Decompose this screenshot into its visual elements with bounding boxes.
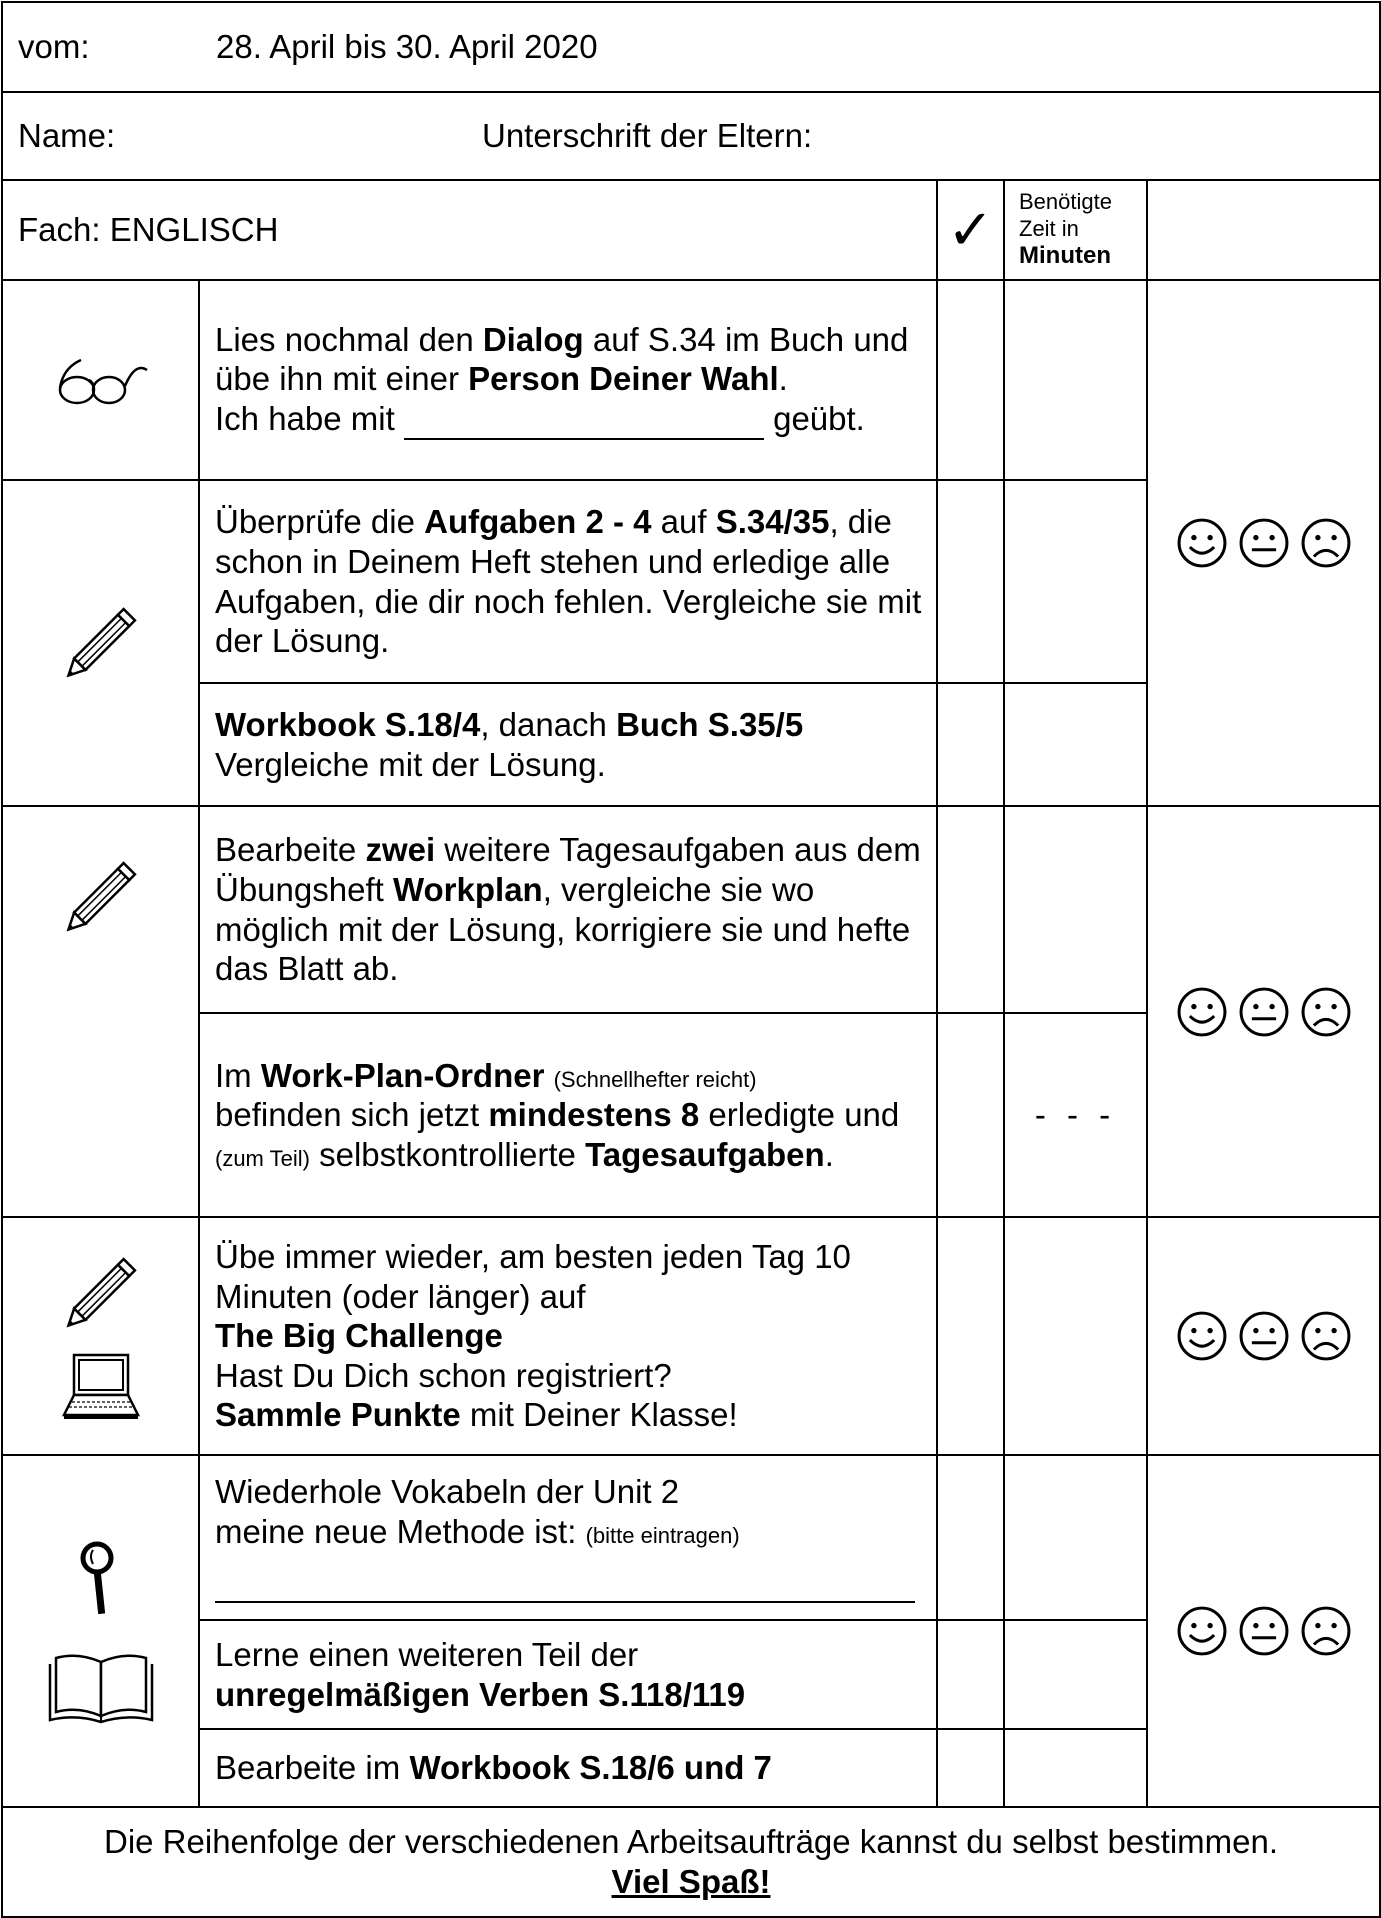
- task-text-part: .: [778, 360, 788, 398]
- minutes-cell[interactable]: [1004, 1455, 1147, 1620]
- task-text-bold: zwei: [365, 831, 436, 869]
- book-icon: [46, 1648, 156, 1728]
- partner-blank[interactable]: [404, 399, 764, 441]
- task-text-part: Wiederhole Vokabeln der Unit 2: [215, 1473, 680, 1511]
- evaluation-cell: [1147, 1217, 1380, 1455]
- task-text: [199, 1620, 937, 1729]
- check-header: [937, 180, 1004, 280]
- task-text: [199, 280, 937, 480]
- minutes-header-line-2: Zeit in: [1019, 215, 1079, 241]
- task-text-bold: Dialog: [482, 320, 584, 358]
- smiley-neutral-icon[interactable]: [1237, 985, 1291, 1039]
- task-text-part: auf: [651, 503, 716, 541]
- task-text-bold: The Big Challenge: [215, 1317, 503, 1355]
- smiley-happy-icon[interactable]: [1175, 1604, 1229, 1658]
- minutes-cell: [1004, 1013, 1147, 1217]
- task-text-part: auf S.34 im Buch und übe ihn mit einer: [215, 320, 909, 398]
- task-text-bold: Work-Plan-Ordner: [260, 1056, 545, 1094]
- date-row: [2, 2, 1380, 92]
- task-text-part: meine neue Methode ist:: [215, 1512, 586, 1550]
- minutes-header-line-1: Benötigte: [1019, 189, 1112, 215]
- task-text-part: mit Deiner Klasse!: [460, 1396, 738, 1434]
- task-text-bold: Workplan: [392, 870, 543, 908]
- minutes-header: [1004, 180, 1147, 280]
- minutes-header-line-3: Minuten: [1019, 241, 1111, 269]
- check-cell[interactable]: [937, 1013, 1004, 1217]
- task-text-bold: S.34/35: [715, 503, 830, 541]
- magnifier-book-icon-cell: [2, 1455, 199, 1807]
- glasses-icon-cell: [2, 280, 199, 480]
- task-text: [199, 683, 937, 806]
- evaluation-cell: [1147, 1455, 1380, 1807]
- minutes-cell[interactable]: [1004, 480, 1147, 683]
- task-text: [199, 806, 937, 1013]
- task-text-part: geübt.: [763, 399, 865, 437]
- task-text-part: selbstkontrollierte: [309, 1135, 586, 1173]
- evaluation-header: [1147, 180, 1380, 280]
- name-label: Name:: [18, 117, 116, 155]
- name-row: [2, 92, 1380, 180]
- task-text-part: Lerne einen weiteren Teil der: [215, 1635, 639, 1673]
- task-text-part: Übe immer wieder, am besten jeden Tag 10 Minuten (oder länger) auf: [215, 1238, 851, 1315]
- task-row: [2, 1455, 1380, 1620]
- minutes-cell[interactable]: [1004, 1217, 1147, 1455]
- task-text-part: , danach: [480, 705, 617, 743]
- smiley-sad-icon[interactable]: [1299, 985, 1353, 1039]
- task-text-bold: Person Deiner Wahl: [468, 360, 779, 398]
- smiley-sad-icon[interactable]: [1299, 516, 1353, 570]
- check-cell[interactable]: [937, 1455, 1004, 1620]
- task-row: [2, 806, 1380, 1013]
- smiley-happy-icon[interactable]: [1175, 1309, 1229, 1363]
- check-cell[interactable]: [937, 806, 1004, 1013]
- task-text: [199, 480, 937, 683]
- footer-fun: Viel Spaß!: [611, 1863, 771, 1900]
- task-text-part: Bearbeite: [215, 831, 366, 869]
- pencil-icon: [51, 847, 151, 947]
- task-text-part: Überprüfe die: [215, 503, 425, 541]
- task-text-part: , die schon in Deinem Heft stehen und erledige alle Aufgaben, die dir noch fehlen. Vergleiche sie mit der Lösung.: [215, 503, 922, 660]
- pencil-icon-cell: [2, 806, 199, 1217]
- check-cell[interactable]: [937, 280, 1004, 480]
- task-text-bold: unregelmäßigen Verben S.118/119: [215, 1675, 746, 1713]
- laptop-icon: [56, 1349, 146, 1429]
- minutes-not-applicable: - - -: [1034, 1096, 1117, 1134]
- task-text-part: befinden sich jetzt: [215, 1096, 489, 1134]
- task-text: [199, 1455, 937, 1620]
- minutes-cell[interactable]: [1004, 806, 1147, 1013]
- footer-row: [2, 1807, 1380, 1917]
- date-label: vom:: [18, 28, 90, 66]
- check-cell[interactable]: [937, 683, 1004, 806]
- smiley-sad-icon[interactable]: [1299, 1309, 1353, 1363]
- pencil-icon: [51, 593, 151, 693]
- task-text-bold: Buch S.35/5: [616, 705, 804, 743]
- task-row: [2, 280, 1380, 480]
- task-text-small: (zum Teil): [215, 1145, 310, 1171]
- minutes-cell[interactable]: [1004, 1729, 1147, 1807]
- smiley-neutral-icon[interactable]: [1237, 1604, 1291, 1658]
- check-cell[interactable]: [937, 1729, 1004, 1807]
- smiley-sad-icon[interactable]: [1299, 1604, 1353, 1658]
- signature-label: Unterschrift der Eltern:: [482, 117, 813, 155]
- task-text-part: Bearbeite im: [215, 1749, 410, 1787]
- subject-label: Fach: ENGLISCH: [18, 211, 279, 249]
- name-cell[interactable]: [2, 92, 1380, 180]
- check-cell[interactable]: [937, 480, 1004, 683]
- task-text-part: Ich habe mit: [215, 399, 404, 437]
- task-text-bold: Aufgaben 2 - 4: [424, 503, 652, 541]
- footer-cell: [2, 1807, 1380, 1917]
- smiley-happy-icon[interactable]: [1175, 516, 1229, 570]
- check-cell[interactable]: [937, 1620, 1004, 1729]
- evaluation-cell: [1147, 280, 1380, 806]
- task-text-part: Im: [215, 1056, 261, 1094]
- minutes-cell[interactable]: [1004, 1620, 1147, 1729]
- pencil-icon-cell: [2, 480, 199, 806]
- task-text-small: (Schnellhefter reicht): [553, 1066, 757, 1092]
- pencil-laptop-icon-cell: [2, 1217, 199, 1455]
- task-text-part: Hast Du Dich schon registriert?: [215, 1356, 672, 1394]
- evaluation-cell: [1147, 806, 1380, 1217]
- smiley-neutral-icon[interactable]: [1237, 516, 1291, 570]
- check-cell[interactable]: [937, 1217, 1004, 1455]
- task-text: [199, 1729, 937, 1807]
- pencil-icon: [51, 1243, 151, 1343]
- smiley-happy-icon[interactable]: [1175, 985, 1229, 1039]
- subject-row: [2, 180, 1380, 280]
- subject-cell: [2, 180, 937, 280]
- glasses-icon: [51, 350, 151, 410]
- magnifier-icon: [71, 1534, 131, 1624]
- task-text-bold: Workbook S.18/6 und 7: [409, 1749, 772, 1787]
- task-text-small: (bitte eintragen): [585, 1522, 740, 1548]
- date-cell: [2, 2, 1380, 92]
- task-text-bold: Sammle Punkte: [215, 1396, 461, 1434]
- minutes-cell[interactable]: [1004, 280, 1147, 480]
- task-text-part: Vergleiche mit der Lösung.: [215, 745, 606, 783]
- task-text-part: weitere Tagesaufgaben aus dem Übungsheft: [215, 831, 921, 908]
- footer-text: Die Reihenfolge der verschiedenen Arbeitsaufträge kannst du selbst bestimmen.: [104, 1823, 1279, 1861]
- task-text: [199, 1217, 937, 1455]
- task-text-bold: Tagesaufgaben: [585, 1135, 825, 1173]
- task-text: [199, 1013, 937, 1217]
- method-blank[interactable]: [215, 1561, 915, 1603]
- task-row: [2, 1217, 1380, 1455]
- task-text-part: .: [824, 1135, 834, 1173]
- smiley-neutral-icon[interactable]: [1237, 1309, 1291, 1363]
- minutes-cell[interactable]: [1004, 683, 1147, 806]
- work-plan-table: [1, 1, 1381, 1918]
- checkmark-icon: ✓: [947, 198, 994, 261]
- task-text-part: Lies nochmal den: [215, 320, 483, 358]
- task-text-bold: mindestens 8: [488, 1096, 700, 1134]
- task-text-part: , vergleiche sie wo möglich mit der Lösung, korrigiere sie und hefte das Blatt ab.: [215, 870, 911, 988]
- task-text-part: erledigte und: [699, 1096, 900, 1134]
- task-text-bold: Workbook S.18/4: [215, 705, 481, 743]
- date-value: 28. April bis 30. April 2020: [216, 28, 598, 66]
